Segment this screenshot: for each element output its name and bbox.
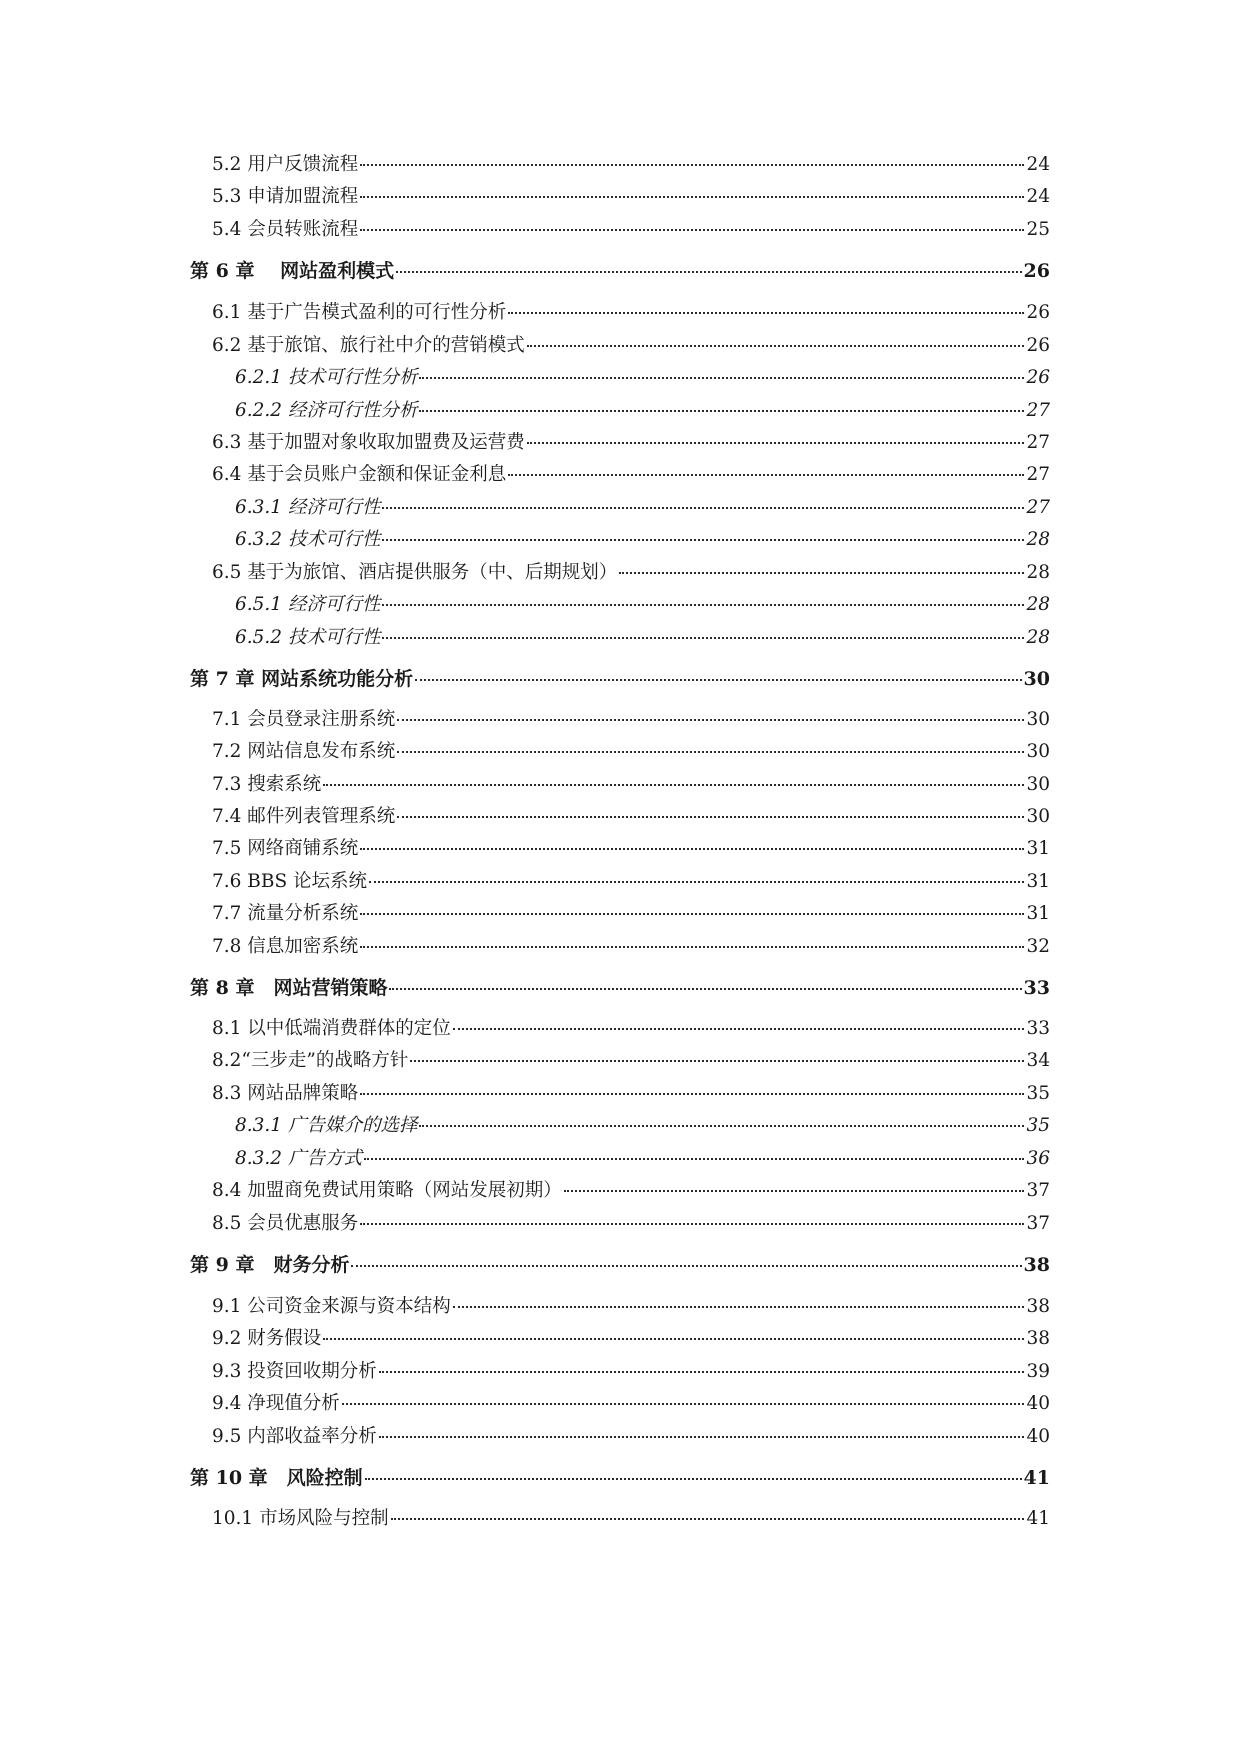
toc-entry-title: 6.2 基于旅馆、旅行社中介的营销模式 xyxy=(212,335,525,356)
toc-page-number: 28 xyxy=(1026,529,1050,550)
toc-subsection-entry xyxy=(235,495,1050,521)
toc-subsection-entry xyxy=(235,365,1050,391)
toc-page-number: 26 xyxy=(1026,367,1050,388)
toc-dot-leader xyxy=(527,345,1025,347)
toc-subsection-entry xyxy=(235,1113,1050,1139)
toc-dot-leader xyxy=(382,539,1024,541)
toc-entry-title: 6.2.1 技术可行性分析 xyxy=(235,367,418,388)
toc-subsection-entry xyxy=(235,625,1050,651)
toc-entry-title: 6.5.1 经济可行性 xyxy=(235,594,381,615)
toc-entry-title: 8.4 加盟商免费试用策略（网站发展初期） xyxy=(212,1180,562,1201)
toc-section-entry xyxy=(212,772,1050,798)
toc-page-number: 38 xyxy=(1026,1328,1050,1349)
toc-page-number: 30 xyxy=(1026,774,1050,795)
toc-entry-title: 6.5.2 技术可行性 xyxy=(235,627,381,648)
toc-entry-title: 8.5 会员优惠服务 xyxy=(212,1213,359,1234)
toc-dot-leader xyxy=(369,881,1024,883)
toc-entry-title: 第 9 章 财务分析 xyxy=(190,1254,350,1276)
toc-subsection-entry xyxy=(235,1146,1050,1172)
toc-dot-leader xyxy=(323,784,1024,786)
toc-page-number: 27 xyxy=(1026,464,1050,485)
toc-dot-leader xyxy=(391,1518,1025,1520)
toc-page-number: 24 xyxy=(1026,186,1050,207)
toc-page-number: 38 xyxy=(1026,1296,1050,1317)
toc-entry-title: 5.3 申请加盟流程 xyxy=(212,186,359,207)
toc-page-number: 33 xyxy=(1026,1018,1050,1039)
toc-subsection-entry xyxy=(235,398,1050,424)
toc-entry-title: 7.4 邮件列表管理系统 xyxy=(212,806,396,827)
toc-entry-title: 6.1 基于广告模式盈利的可行性分析 xyxy=(212,302,507,323)
toc-dot-leader xyxy=(397,719,1024,721)
toc-subsection-entry xyxy=(235,592,1050,618)
toc-dot-leader xyxy=(360,1093,1024,1095)
toc-page-number: 24 xyxy=(1026,154,1050,175)
toc-entry-title: 10.1 市场风险与控制 xyxy=(212,1508,389,1529)
toc-entry-title: 8.1 以中低端消费群体的定位 xyxy=(212,1018,451,1039)
toc-page-number: 26 xyxy=(1026,335,1050,356)
toc-dot-leader xyxy=(564,1190,1025,1192)
toc-dot-leader xyxy=(360,229,1024,231)
toc-dot-leader xyxy=(508,474,1024,476)
toc-section-entry xyxy=(212,1359,1050,1385)
toc-section-entry xyxy=(212,333,1050,359)
toc-dot-leader xyxy=(410,1060,1024,1062)
toc-entry-title: 第 8 章 网站营销策略 xyxy=(190,977,388,999)
toc-page-number: 27 xyxy=(1026,432,1050,453)
toc-page-number: 25 xyxy=(1026,219,1050,240)
toc-section-entry xyxy=(212,707,1050,733)
toc-page-number: 27 xyxy=(1026,497,1050,518)
toc-dot-leader xyxy=(360,1223,1024,1225)
toc-page-number: 38 xyxy=(1023,1254,1050,1276)
toc-dot-leader xyxy=(453,1306,1025,1308)
toc-page-number: 33 xyxy=(1023,977,1050,999)
toc-section-entry xyxy=(212,430,1050,456)
toc-dot-leader xyxy=(382,507,1024,509)
toc-dot-leader xyxy=(619,572,1024,574)
toc-section-entry xyxy=(212,1424,1050,1450)
toc-section-entry xyxy=(212,1081,1050,1107)
toc-page-number: 35 xyxy=(1026,1083,1050,1104)
toc-section-entry xyxy=(212,462,1050,488)
toc-entry-title: 6.4 基于会员账户金额和保证金利息 xyxy=(212,464,507,485)
toc-entry-title: 9.1 公司资金来源与资本结构 xyxy=(212,1296,451,1317)
toc-page-number: 40 xyxy=(1026,1426,1050,1447)
toc-section-entry xyxy=(212,184,1050,210)
toc-chapter-entry xyxy=(190,975,1050,1001)
toc-subsection-entry xyxy=(235,527,1050,553)
toc-chapter-entry xyxy=(190,666,1050,692)
toc-dot-leader xyxy=(360,946,1024,948)
toc-section-entry xyxy=(212,1211,1050,1237)
toc-page-number: 35 xyxy=(1026,1115,1050,1136)
toc-entry-title: 7.2 网站信息发布系统 xyxy=(212,741,396,762)
toc-dot-leader xyxy=(360,196,1024,198)
toc-dot-leader xyxy=(527,442,1025,444)
toc-entry-title: 6.3.1 经济可行性 xyxy=(235,497,381,518)
toc-page-number: 37 xyxy=(1026,1213,1050,1234)
toc-section-entry xyxy=(212,934,1050,960)
toc-chapter-entry xyxy=(190,258,1050,284)
toc-entry-title: 9.2 财务假设 xyxy=(212,1328,322,1349)
toc-page-number: 28 xyxy=(1026,627,1050,648)
toc-entry-title: 7.8 信息加密系统 xyxy=(212,936,359,957)
toc-page-number: 31 xyxy=(1026,903,1050,924)
toc-page-number: 37 xyxy=(1026,1180,1050,1201)
toc-section-entry xyxy=(212,836,1050,862)
toc-dot-leader xyxy=(351,1265,1021,1267)
toc-dot-leader xyxy=(342,1403,1025,1405)
toc-entry-title: 5.2 用户反馈流程 xyxy=(212,154,359,175)
toc-entry-title: 9.3 投资回收期分析 xyxy=(212,1361,377,1382)
toc-chapter-entry xyxy=(190,1465,1050,1491)
toc-page-number: 31 xyxy=(1026,838,1050,859)
toc-entry-title: 9.4 净现值分析 xyxy=(212,1393,340,1414)
toc-page-number: 41 xyxy=(1026,1508,1050,1529)
toc-entry-title: 第 6 章 网站盈利模式 xyxy=(190,260,395,282)
toc-dot-leader xyxy=(364,1158,1025,1160)
toc-section-entry xyxy=(212,804,1050,830)
toc-entry-title: 8.3 网站品牌策略 xyxy=(212,1083,359,1104)
toc-page-number: 30 xyxy=(1026,741,1050,762)
toc-dot-leader xyxy=(382,604,1024,606)
toc-dot-leader xyxy=(379,1371,1025,1373)
toc-dot-leader xyxy=(360,164,1024,166)
toc-dot-leader xyxy=(453,1028,1025,1030)
toc-section-entry xyxy=(212,1506,1050,1532)
toc-section-entry xyxy=(212,1178,1050,1204)
toc-page-number: 30 xyxy=(1023,668,1050,690)
toc-page-number: 30 xyxy=(1026,709,1050,730)
toc-entry-title: 6.3.2 技术可行性 xyxy=(235,529,381,550)
toc-entry-title: 6.5 基于为旅馆、酒店提供服务（中、后期规划） xyxy=(212,562,618,583)
toc-entry-title: 7.3 搜索系统 xyxy=(212,774,322,795)
toc-dot-leader xyxy=(396,271,1021,273)
toc-entry-title: 6.3 基于加盟对象收取加盟费及运营费 xyxy=(212,432,525,453)
toc-page-number: 26 xyxy=(1023,260,1050,282)
toc-page-number: 40 xyxy=(1026,1393,1050,1414)
toc-section-entry xyxy=(212,901,1050,927)
toc-page-number: 28 xyxy=(1026,594,1050,615)
toc-dot-leader xyxy=(419,377,1024,379)
toc-dot-leader xyxy=(365,1478,1022,1480)
toc-dot-leader xyxy=(379,1436,1025,1438)
toc-dot-leader xyxy=(415,679,1021,681)
toc-entry-title: 8.2“三步走”的战略方针 xyxy=(212,1050,409,1071)
toc-section-entry xyxy=(212,300,1050,326)
toc-dot-leader xyxy=(419,1125,1024,1127)
toc-page-number: 34 xyxy=(1026,1050,1050,1071)
toc-entry-title: 9.5 内部收益率分析 xyxy=(212,1426,377,1447)
toc-page-number: 28 xyxy=(1026,562,1050,583)
toc-page-number: 26 xyxy=(1026,302,1050,323)
toc-dot-leader xyxy=(397,751,1024,753)
toc-dot-leader xyxy=(389,988,1021,990)
toc-entry-title: 8.3.2 广告方式 xyxy=(235,1148,362,1169)
toc-entry-title: 8.3.1 广告媒介的选择 xyxy=(235,1115,418,1136)
toc-section-entry xyxy=(212,217,1050,243)
toc-dot-leader xyxy=(382,637,1024,639)
toc-dot-leader xyxy=(323,1338,1024,1340)
toc-dot-leader xyxy=(360,848,1024,850)
toc-entry-title: 第 10 章 风险控制 xyxy=(190,1467,363,1489)
toc-entry-title: 6.2.2 经济可行性分析 xyxy=(235,400,418,421)
toc-entry-title: 7.7 流量分析系统 xyxy=(212,903,359,924)
toc-chapter-entry xyxy=(190,1252,1050,1278)
toc-entry-title: 7.1 会员登录注册系统 xyxy=(212,709,396,730)
toc-entry-title: 7.5 网络商铺系统 xyxy=(212,838,359,859)
toc-page-number: 32 xyxy=(1026,936,1050,957)
toc-page-number: 31 xyxy=(1026,871,1050,892)
toc-dot-leader xyxy=(397,816,1024,818)
toc-section-entry xyxy=(212,1391,1050,1417)
toc-section-entry xyxy=(212,869,1050,895)
toc-entry-title: 7.6 BBS 论坛系统 xyxy=(212,871,368,892)
toc-dot-leader xyxy=(419,410,1024,412)
toc-section-entry xyxy=(212,1048,1050,1074)
toc-dot-leader xyxy=(360,913,1024,915)
toc-page-number: 41 xyxy=(1023,1467,1050,1489)
toc-entry-title: 5.4 会员转账流程 xyxy=(212,219,359,240)
toc-section-entry xyxy=(212,1326,1050,1352)
toc-section-entry xyxy=(212,560,1050,586)
toc-section-entry xyxy=(212,739,1050,765)
toc-section-entry xyxy=(212,1016,1050,1042)
toc-page-number: 30 xyxy=(1026,806,1050,827)
toc-page-number: 39 xyxy=(1026,1361,1050,1382)
toc-dot-leader xyxy=(508,312,1024,314)
toc-page-number: 27 xyxy=(1026,400,1050,421)
toc-section-entry xyxy=(212,152,1050,178)
toc-entry-title: 第 7 章 网站系统功能分析 xyxy=(190,668,414,690)
toc-section-entry xyxy=(212,1294,1050,1320)
toc-page-number: 36 xyxy=(1026,1148,1050,1169)
